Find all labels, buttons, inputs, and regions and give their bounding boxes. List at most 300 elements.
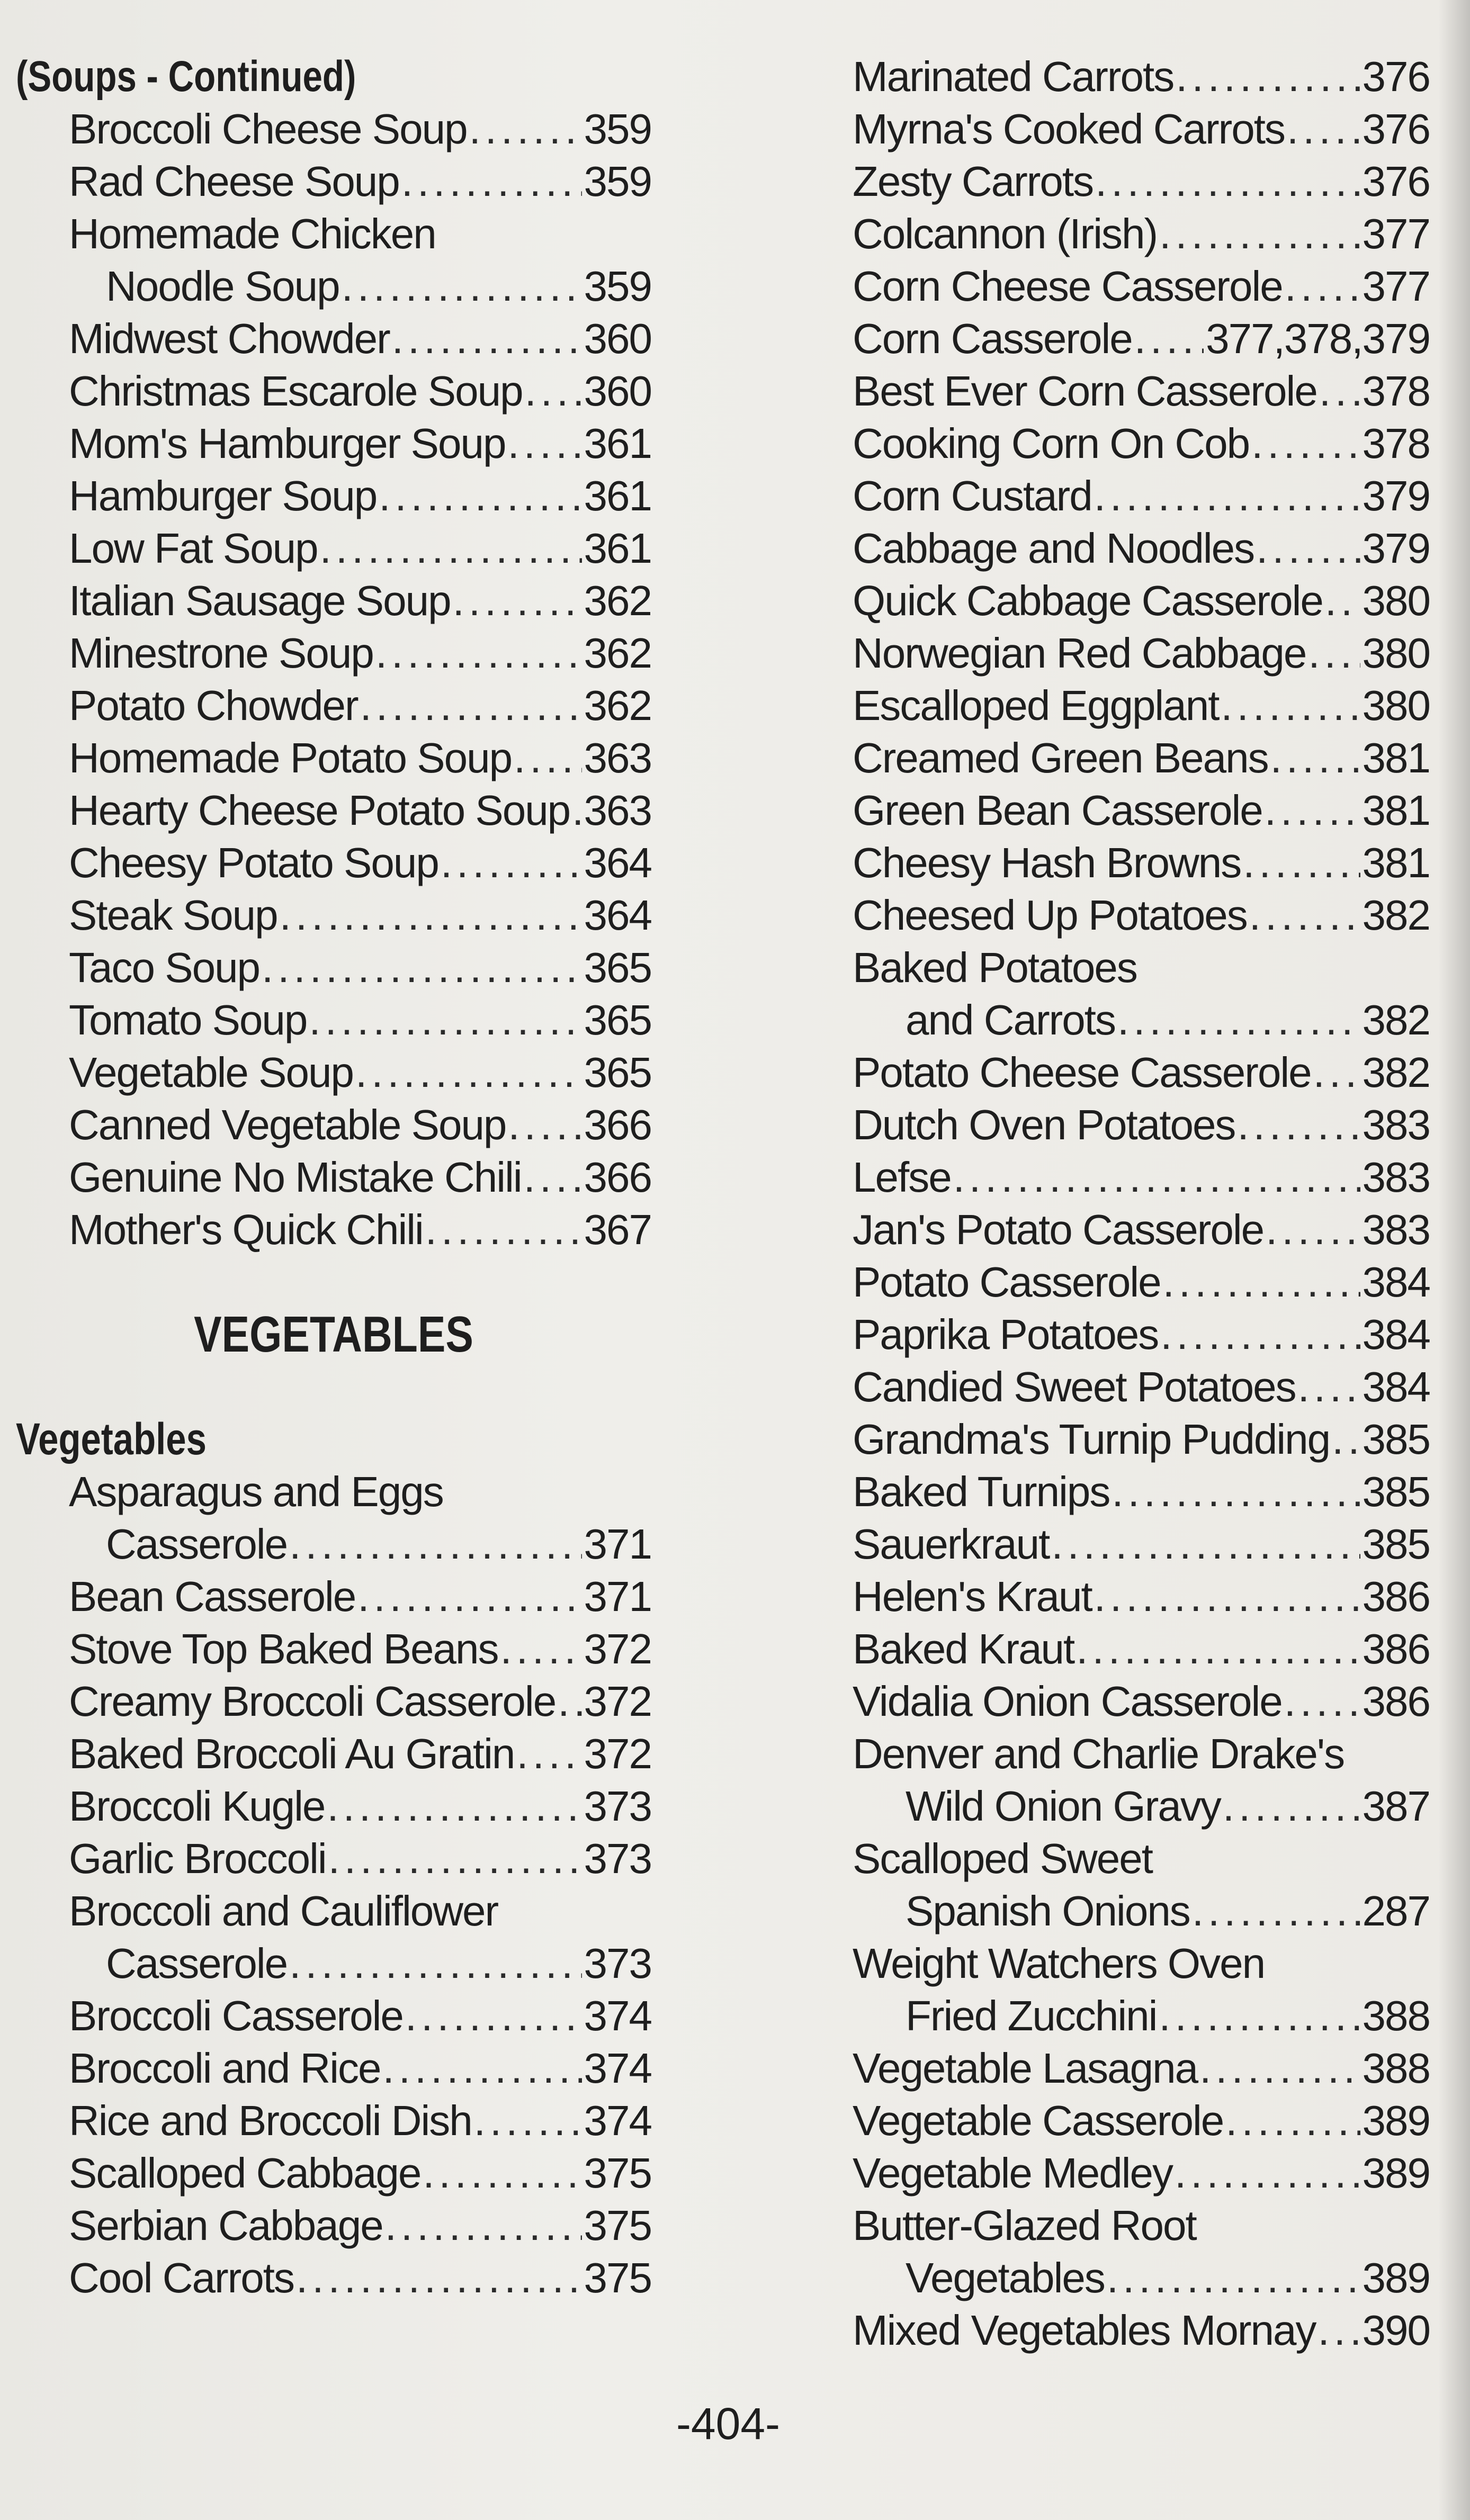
index-entry-line: [853, 2042, 1430, 2094]
dot-leader: [1319, 365, 1360, 417]
entry-title: Homemade Potato Soup: [69, 734, 512, 781]
index-entry: [16, 2147, 651, 2199]
entry-title: Broccoli Casserole: [69, 1992, 403, 2039]
index-entry: [853, 1361, 1430, 1413]
page-ref: 375: [584, 2149, 651, 2197]
dot-leader: [1265, 784, 1360, 836]
dot-leader: [1199, 2042, 1360, 2094]
index-entry: [853, 50, 1430, 103]
dot-leader: [1176, 50, 1360, 103]
subsection-heading: Vegetables: [16, 1414, 207, 1464]
page-edge-shadow: [1438, 0, 1470, 2520]
index-entry: [853, 208, 1430, 260]
dot-leader: [1076, 1623, 1360, 1675]
page-ref: 381: [1362, 839, 1430, 886]
index-entry-line: [853, 1151, 1430, 1203]
page-ref: 380: [1362, 629, 1430, 677]
dot-leader: [1221, 679, 1360, 732]
page-ref: 376: [1362, 53, 1430, 100]
dot-leader: [1094, 470, 1360, 522]
page-ref: 389: [1362, 2097, 1430, 2144]
page-ref: 365: [584, 944, 651, 991]
page-ref: 386: [1362, 1678, 1430, 1725]
index-entry-line: [16, 155, 651, 208]
index-entry-line: [16, 1990, 651, 2042]
entry-title: Vegetables: [906, 2254, 1105, 2301]
entry-title: Taco Soup: [69, 944, 260, 991]
entry-title: Low Fat Soup: [69, 525, 318, 572]
entry-title: Quick Cabbage Casserole: [853, 577, 1323, 624]
entry-title: Zesty Carrots: [853, 158, 1093, 205]
page-ref: 373: [584, 1940, 651, 1987]
entry-title: Scalloped Cabbage: [69, 2149, 421, 2197]
index-entry-line: [16, 2252, 651, 2304]
entry-title: Vegetable Casserole: [853, 2097, 1224, 2144]
index-entry-line: [853, 1780, 1430, 1832]
entry-title: Denver and Charlie Drake's: [853, 1730, 1344, 1777]
dot-leader: [309, 994, 581, 1046]
dot-leader: [262, 941, 581, 994]
index-entry-line: [853, 1361, 1430, 1413]
index-entry: [853, 1413, 1430, 1465]
index-entry-line: [853, 312, 1430, 365]
entry-title: Spanish Onions: [906, 1887, 1190, 1934]
index-entry-line: [853, 1675, 1430, 1727]
page-ref: 382: [1362, 996, 1430, 1043]
index-entry-line: [16, 103, 651, 155]
index-entry: [853, 1256, 1430, 1308]
dot-leader: [1298, 1361, 1360, 1413]
page-ref: 383: [1362, 1101, 1430, 1148]
dot-leader: [1159, 208, 1360, 260]
index-entry-line: [853, 627, 1430, 679]
page-ref: 375: [584, 2254, 651, 2301]
index-entry-line: [853, 417, 1430, 470]
index-entry: [853, 312, 1430, 365]
page-ref: 384: [1362, 1258, 1430, 1306]
page-ref: 383: [1362, 1206, 1430, 1253]
dot-leader: [375, 627, 582, 679]
dot-leader: [1160, 1308, 1360, 1361]
page-ref: 383: [1362, 1154, 1430, 1201]
page-ref: 359: [584, 158, 651, 205]
dot-leader: [500, 1623, 581, 1675]
index-entry-line: [853, 732, 1430, 784]
entry-title: Lefse: [853, 1154, 951, 1201]
index-entry-line: [16, 470, 651, 522]
page-ref: 372: [584, 1730, 651, 1777]
dot-leader: [360, 679, 582, 732]
index-entry: [16, 1675, 651, 1727]
dot-leader: [296, 2252, 581, 2304]
index-entry-line: [16, 2147, 651, 2199]
entry-title: Cheesy Potato Soup: [69, 839, 438, 886]
index-entry: [853, 889, 1430, 941]
index-entry-line: [16, 1046, 651, 1099]
index-entry: [853, 1832, 1430, 1937]
index-entry-line: [853, 1518, 1430, 1570]
dot-leader: [1243, 836, 1360, 889]
dot-leader: [953, 1151, 1360, 1203]
index-entry-line: [853, 2304, 1430, 2356]
dot-leader: [289, 1518, 581, 1570]
page-ref: 377: [1362, 263, 1430, 310]
dot-leader: [320, 522, 582, 574]
index-entry-line: [16, 784, 651, 836]
page-ref: 366: [584, 1154, 651, 1201]
dot-leader: [1095, 155, 1360, 208]
index-entry: [16, 2042, 651, 2094]
index-entry: [16, 417, 651, 470]
entry-title: Weight Watchers Oven: [853, 1940, 1265, 1987]
entry-title: Baked Kraut: [853, 1625, 1074, 1672]
dot-leader: [508, 417, 582, 470]
entry-title: Candied Sweet Potatoes: [853, 1363, 1296, 1410]
index-entry: [853, 1308, 1430, 1361]
index-entry: [853, 2094, 1430, 2147]
index-entry: [853, 1937, 1430, 2042]
index-entry-line: [16, 2094, 651, 2147]
page-ref: 367: [584, 1206, 651, 1253]
index-entry-line: [16, 208, 651, 260]
dot-leader: [572, 784, 581, 836]
dot-leader: [1325, 574, 1360, 627]
entry-title: Canned Vegetable Soup: [69, 1101, 506, 1148]
entry-title: Cabbage and Noodles: [853, 525, 1254, 572]
dot-leader: [1117, 994, 1360, 1046]
index-entry: [853, 1099, 1430, 1151]
entry-title: Rad Cheese Soup: [69, 158, 399, 205]
index-entry-line: [853, 365, 1430, 417]
index-entry: [853, 1675, 1430, 1727]
index-entry-line: [853, 679, 1430, 732]
index-entry: [853, 1465, 1430, 1518]
index-entry: [16, 155, 651, 208]
index-entry: [853, 417, 1430, 470]
page-ref: 287: [1362, 1887, 1430, 1934]
dot-leader: [1249, 889, 1360, 941]
page-ref: 362: [584, 629, 651, 677]
index-entry: [16, 312, 651, 365]
index-entry: [853, 2199, 1430, 2304]
dot-leader: [525, 365, 582, 417]
index-entry: [853, 732, 1430, 784]
page-ref: 361: [584, 420, 651, 467]
page-ref: 385: [1362, 1416, 1430, 1463]
page-ref: 364: [584, 892, 651, 939]
page-ref: 384: [1362, 1363, 1430, 1410]
index-entry-line: [16, 312, 651, 365]
index-entry: [16, 208, 651, 312]
index-entry: [16, 522, 651, 574]
page-ref: 373: [584, 1783, 651, 1830]
index-entry: [16, 1885, 651, 1990]
index-entry-line: [853, 1937, 1430, 1990]
page-ref: 362: [584, 682, 651, 729]
index-entry-line: [16, 365, 651, 417]
entry-title: Helen's Kraut: [853, 1573, 1092, 1620]
dot-leader: [453, 574, 582, 627]
page-ref: 386: [1362, 1625, 1430, 1672]
index-entry-line: [853, 1046, 1430, 1099]
index-entry: [16, 1465, 651, 1570]
dot-leader: [474, 2094, 582, 2147]
index-entry: [16, 784, 651, 836]
dot-leader: [558, 1675, 581, 1727]
entry-title: Cheesed Up Potatoes: [853, 892, 1247, 939]
entry-title: Cool Carrots: [69, 2254, 294, 2301]
page-ref: 385: [1362, 1468, 1430, 1515]
dot-leader: [342, 260, 582, 312]
index-entry: [16, 1203, 651, 1256]
index-entry: [853, 836, 1430, 889]
entry-title: Potato Cheese Casserole: [853, 1049, 1311, 1096]
index-entry: [16, 1046, 651, 1099]
entry-title: Corn Cheese Casserole: [853, 263, 1283, 310]
entry-title: Broccoli Cheese Soup: [69, 105, 467, 152]
index-entry-line: [853, 208, 1430, 260]
index-entry-line: [853, 2147, 1430, 2199]
index-entry: [853, 260, 1430, 312]
page-ref: 384: [1362, 1311, 1430, 1358]
entry-title: Homemade Chicken: [69, 210, 436, 257]
index-column-right: [853, 50, 1430, 2356]
dot-leader: [1332, 1413, 1360, 1465]
page-ref: 359: [584, 105, 651, 152]
index-entry-line: [16, 679, 651, 732]
page-ref: 388: [1362, 1992, 1430, 2039]
entry-title: Cooking Corn On Cob: [853, 420, 1250, 467]
index-entry: [16, 2094, 651, 2147]
entry-title: Rice and Broccoli Dish: [69, 2097, 472, 2144]
dot-leader: [1266, 1203, 1360, 1256]
entry-title: Baked Turnips: [853, 1468, 1110, 1515]
page-ref: 382: [1362, 1049, 1430, 1096]
page-ref: 376: [1362, 105, 1430, 152]
entry-title: Wild Onion Gravy: [906, 1783, 1221, 1830]
index-entry: [16, 1099, 651, 1151]
entry-title: Baked Potatoes: [853, 944, 1137, 991]
index-entry: [16, 1151, 651, 1203]
dot-leader: [383, 2042, 582, 2094]
index-entry-line: [853, 260, 1430, 312]
dot-leader: [1270, 732, 1360, 784]
dot-leader: [1107, 2252, 1360, 2304]
entry-title: Serbian Cabbage: [69, 2202, 383, 2249]
index-entry: [16, 1990, 651, 2042]
entry-title: Broccoli and Cauliflower: [69, 1887, 498, 1934]
index-entry: [16, 732, 651, 784]
dot-leader: [1251, 417, 1360, 470]
page-ref: 363: [584, 787, 651, 834]
page-ref: 378: [1362, 420, 1430, 467]
index-entry: [16, 836, 651, 889]
entry-title: Mixed Vegetables Mornay: [853, 2307, 1316, 2354]
entry-title: Fried Zucchini: [906, 1992, 1157, 2039]
dot-leader: [1285, 260, 1360, 312]
index-entry: [853, 365, 1430, 417]
entry-title: Mom's Hamburger Soup: [69, 420, 506, 467]
index-entry: [853, 1203, 1430, 1256]
dot-leader: [469, 103, 582, 155]
index-entry: [16, 941, 651, 994]
entry-title: Myrna's Cooked Carrots: [853, 105, 1285, 152]
page-ref: 365: [584, 996, 651, 1043]
page-ref: 388: [1362, 2045, 1430, 2092]
index-entry: [853, 1151, 1430, 1203]
chapter-heading: VEGETABLES: [194, 1306, 473, 1363]
entry-title: Jan's Potato Casserole: [853, 1206, 1264, 1253]
entry-title: Steak Soup: [69, 892, 277, 939]
index-entry-line: [16, 1623, 651, 1675]
index-entry: [853, 155, 1430, 208]
dot-leader: [1223, 1780, 1360, 1832]
entry-title: Midwest Chowder: [69, 315, 390, 362]
index-entry: [16, 1727, 651, 1780]
entry-title: Bean Casserole: [69, 1573, 356, 1620]
index-entry: [853, 1727, 1430, 1832]
entry-title: Vegetable Lasagna: [853, 2045, 1198, 2092]
index-entry-line: [16, 1465, 651, 1518]
entry-title: Marinated Carrots: [853, 53, 1174, 100]
index-entry-line: [853, 2252, 1430, 2304]
index-entry: [16, 2199, 651, 2252]
index-entry-line: [853, 784, 1430, 836]
page-ref: 385: [1362, 1520, 1430, 1568]
entry-title: Sauerkraut: [853, 1520, 1050, 1568]
dot-leader: [508, 1099, 581, 1151]
index-entry: [16, 103, 651, 155]
entry-title: Potato Chowder: [69, 682, 358, 729]
entry-title: Corn Custard: [853, 472, 1092, 519]
index-entry-line: [853, 1413, 1430, 1465]
index-entry: [16, 627, 651, 679]
dot-leader: [1134, 312, 1204, 365]
dot-leader: [1112, 1465, 1360, 1518]
dot-leader: [1225, 2094, 1360, 2147]
entry-title: Corn Casserole: [853, 315, 1132, 362]
entry-title: Dutch Oven Potatoes: [853, 1101, 1235, 1148]
index-entry-line: [16, 1518, 651, 1570]
entry-title: Minestrone Soup: [69, 629, 373, 677]
index-entry: [16, 994, 651, 1046]
index-entry: [853, 627, 1430, 679]
entry-title: Garlic Broccoli: [69, 1835, 326, 1882]
dot-leader: [1237, 1099, 1360, 1151]
page-ref: 379: [1362, 525, 1430, 572]
entry-title: Genuine No Mistake Chili: [69, 1154, 522, 1201]
page-ref: 381: [1362, 787, 1430, 834]
index-entry-line: [853, 1727, 1430, 1780]
page-ref: 374: [584, 1992, 651, 2039]
index-entry-line: [853, 522, 1430, 574]
page-ref: 371: [584, 1573, 651, 1620]
entry-title: Cheesy Hash Browns: [853, 839, 1241, 886]
index-entry-line: [16, 1727, 651, 1780]
index-entry: [853, 103, 1430, 155]
index-entry: [853, 2147, 1430, 2199]
dot-leader: [1192, 1885, 1360, 1937]
entry-title: Tomato Soup: [69, 996, 307, 1043]
page-ref: 372: [584, 1625, 651, 1672]
index-entry-line: [16, 1099, 651, 1151]
index-entry-line: [16, 1832, 651, 1885]
entry-title: Broccoli Kugle: [69, 1783, 325, 1830]
page-number: -404-: [676, 2399, 781, 2449]
dot-leader: [379, 470, 581, 522]
page-ref: 359: [584, 263, 651, 310]
entry-title: Italian Sausage Soup: [69, 577, 451, 624]
index-entry: [853, 1570, 1430, 1623]
page-ref: 389: [1362, 2254, 1430, 2301]
index-entry: [853, 2042, 1430, 2094]
page-ref: 374: [584, 2045, 651, 2092]
page-ref: 381: [1362, 734, 1430, 781]
entry-title: Scalloped Sweet: [853, 1835, 1152, 1882]
index-entry-line: [853, 1990, 1430, 2042]
index-entry-line: [853, 889, 1430, 941]
entry-title: Mother's Quick Chili: [69, 1206, 423, 1253]
dot-leader: [1094, 1570, 1360, 1623]
index-entry: [16, 365, 651, 417]
dot-leader: [357, 1570, 581, 1623]
dot-leader: [327, 1780, 581, 1832]
index-entry: [853, 1046, 1430, 1099]
page-ref: 364: [584, 839, 651, 886]
page-ref: 382: [1362, 892, 1430, 939]
page-ref: 379: [1362, 472, 1430, 519]
index-entry-line: [853, 103, 1430, 155]
index-entry: [853, 470, 1430, 522]
index-entry: [16, 470, 651, 522]
page-ref: 380: [1362, 577, 1430, 624]
index-entry: [853, 1518, 1430, 1570]
page-ref: 377,378,379: [1206, 315, 1430, 362]
page-ref: 363: [584, 734, 651, 781]
index-entry-line: [16, 732, 651, 784]
index-entry-line: [853, 2094, 1430, 2147]
index-entry: [853, 679, 1430, 732]
page-ref: 365: [584, 1049, 651, 1096]
page-ref: 362: [584, 577, 651, 624]
page-ref: 360: [584, 367, 651, 415]
entry-title: Grandma's Turnip Pudding: [853, 1416, 1330, 1463]
dot-leader: [1159, 1990, 1360, 2042]
entry-title: Christmas Escarole Soup: [69, 367, 523, 415]
entry-title: Broccoli and Rice: [69, 2045, 381, 2092]
index-entry: [16, 1623, 651, 1675]
entry-title: Casserole: [106, 1940, 288, 1987]
entry-title: Best Ever Corn Casserole: [853, 367, 1317, 415]
index-entry-line: [853, 1885, 1430, 1937]
entry-title: Butter-Glazed Root: [853, 2202, 1196, 2249]
entry-title: Potato Casserole: [853, 1258, 1161, 1306]
index-entry: [16, 1780, 651, 1832]
dot-leader: [385, 2199, 582, 2252]
index-entry: [853, 574, 1430, 627]
index-entry-line: [16, 941, 651, 994]
dot-leader: [280, 889, 582, 941]
entry-title: Creamed Green Beans: [853, 734, 1268, 781]
dot-leader: [392, 312, 582, 365]
entry-title: Noodle Soup: [106, 263, 339, 310]
index-entry-line: [16, 1780, 651, 1832]
index-entry-line: [853, 1308, 1430, 1361]
index-entry-line: [853, 574, 1430, 627]
page-ref: 390: [1362, 2307, 1430, 2354]
index-entry: [853, 2304, 1430, 2356]
page-ref: 374: [584, 2097, 651, 2144]
